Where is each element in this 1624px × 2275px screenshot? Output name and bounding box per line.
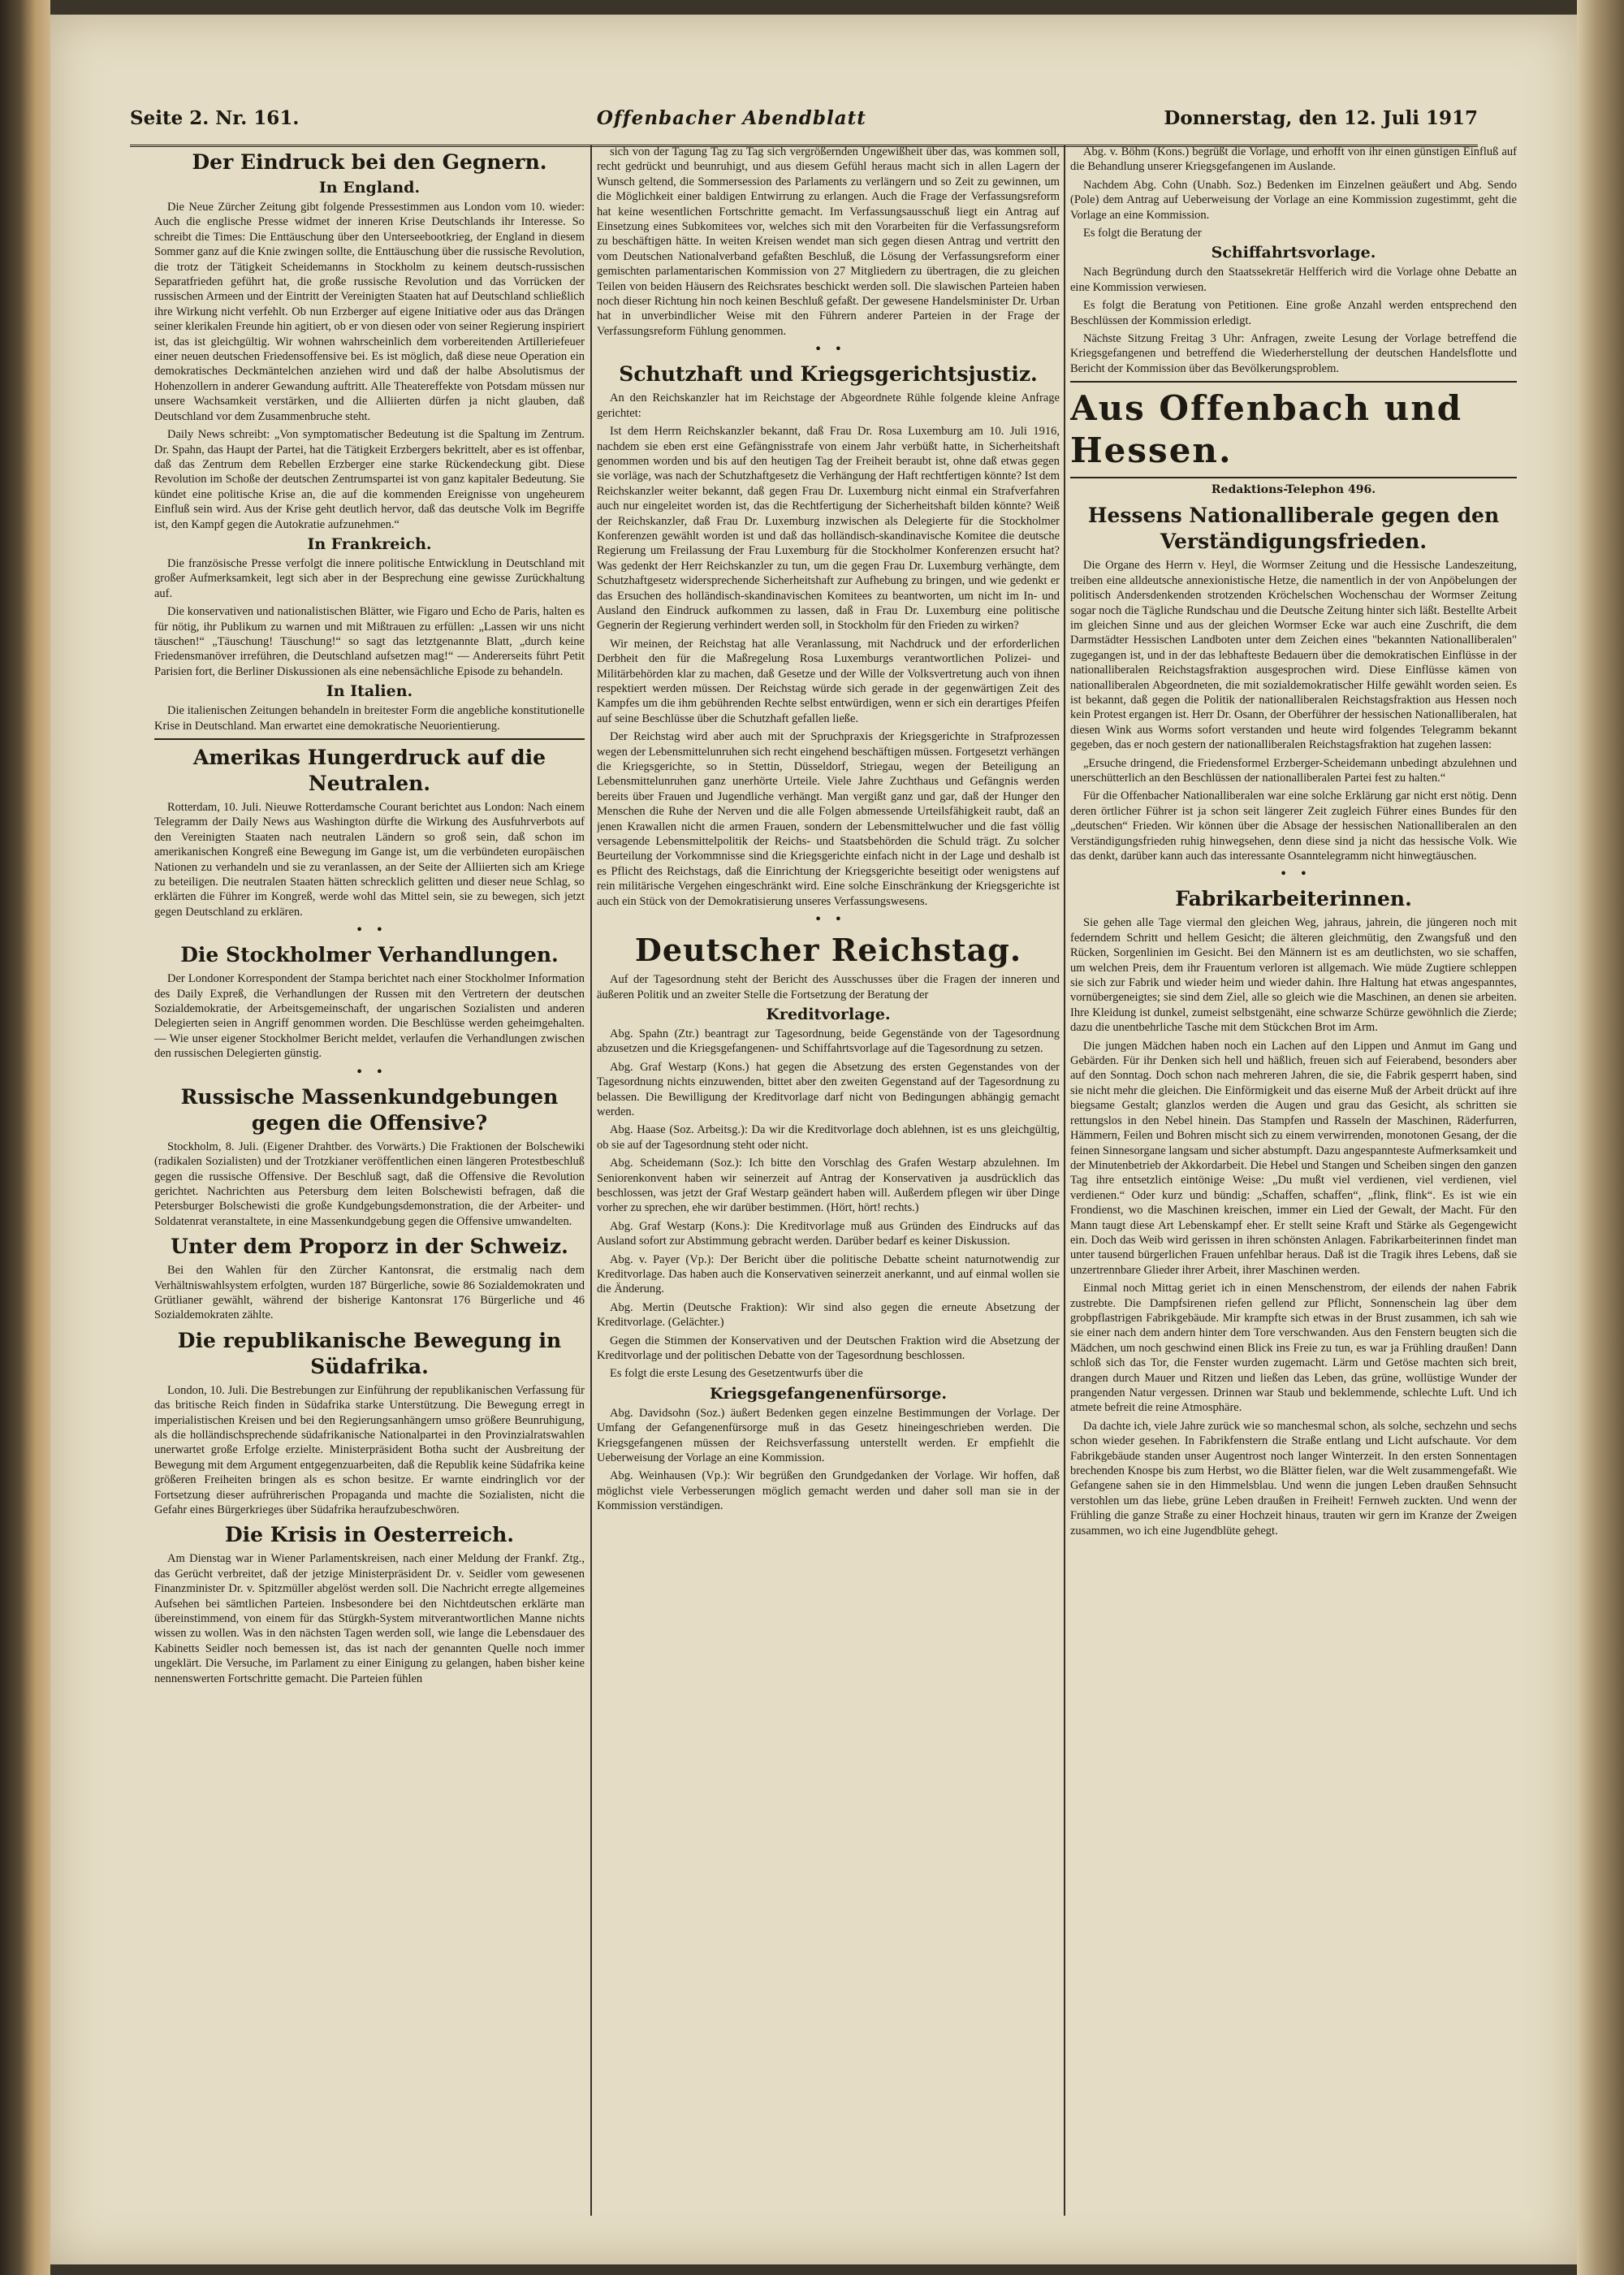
- article-text: Abg. Davidsohn (Soz.) äußert Bedenken gegen einzelne Bestimmungen der Vorlage. Der Umfang der Gefangenenfürsorge muß in das Gesetz hineingeschrieben werden. Die Kriegsgefangenen müssen der Reichsverfassung unterstellt werden. Er empfiehlt die Ueberweisung der Vorlage an eine Kommission.: [597, 1406, 1060, 1465]
- article-text: Am Dienstag war in Wiener Parlamentskreisen, nach einer Meldung der Frankf. Ztg., das Gerücht verbreitet, daß der jetzige Ministerpräsident Dr. v. Seidler vom gewesenen Finanzminister Dr. v. Spitzmüller abgelöst werden soll. Die Nachricht erregte allgemeines Aufsehen bei sämtlichen Parteien. Insbesondere bei den Nichtdeutschen erklärte man übereinstimmend, von einem für das Stürgkh-System mitverantwortlichen Manne nichts wissen zu wollen. Was in den nächsten Tagen werden soll, wie lange die Lebensdauer des Kabinetts Seidler noch bemessen ist, das ist nach der genannten Quelle noch immer ungeklärt. Die Versuche, im Parlament zu einer Einigung zu gelangen, haben bisher keine nennenswerten Fortschritte gemacht. Die Parteien fühlen: [154, 1552, 585, 1685]
- article-text: Abg. Haase (Soz. Arbeitsg.): Da wir die Kreditvorlage doch ablehnen, ist es uns gleichgültig, ob sie auf der Tagesordnung steht oder nicht.: [597, 1123, 1060, 1152]
- editorial-telephone: Redaktions-Telephon 496.: [1211, 483, 1376, 497]
- article-text: Rotterdam, 10. Juli. Nieuwe Rotterdamsche Courant berichtet aus London: Nach einem Telegramm der Daily News aus Washington dürfte die Wirkung des Ausfuhrverbots auf den Vereinigten Staaten nach neutralen Ländern so groß sein, daß schon im amerikanischen Kongreß eine Bewegung im Gange ist, um die verbündeten europäischen Nationen zu verhandeln und sie zu veranlassen, an der Seite der Alliierten sich am Kriege zu beteiligen. Die neutralen Staaten hätten schrecklich gelitten und dieser neue Schlag, so erklärten die Führer im Kongreß, werde wohl das Mittel sein, sie zu bewegen, sich jetzt gegen Deutschland zu erklären.: [154, 801, 585, 919]
- article-text: sich von der Tagung Tag zu Tag sich vergrößernden Ungewißheit über das, was kommen soll, recht gedrückt und beunruhigt, und aus diesem Gefühl heraus macht sich in allen Lagern der Wunsch geltend, die Sommersession des Parlaments zu verlängern und so Zeit zu gewinnen, um die Möglichkeit einer baldigen Entwirrung zu erlangen. Auch die Frage der Verfassungsreform hat keine wesentlichen Fortschritte gemacht. Im Verfassungsausschuß liegt ein Antrag auf Einsetzung eines Subkomitees vor, welches sich mit den Vorarbeiten für die Verfassungsreform zu beschäftigen hätte. In weiten Kreisen wendet man sich gegen diesen Antrag und vertritt den vom Deutschen Nationalverband gefaßten Beschluß, die Lösung der Verfassungsreform einer gemischten parlamentarischen Kommission von 27 Mitgliedern zu übertragen, die zu gleichen Teilen von beiden Häusern des Reichsrates beschickt werden soll. Die slawischen Parteien haben noch dieser Richtung hin noch keinen Beschluß gefaßt. Der gewesene Handelsminister Dr. Urban hat in unverbindlicher Weise mit den Führern anderer Parteien in der Frage der Verfassungsreform Fühlung genommen.: [597, 145, 1060, 338]
- newspaper-title: Offenbacher Abendblatt: [596, 106, 866, 129]
- separator-dots: • •: [1279, 866, 1308, 882]
- column-rule: [590, 145, 592, 2216]
- article-text: Sie gehen alle Tage viermal den gleichen Weg, jahraus, jahrein, die jüngeren noch mit federndem Schritt und hellem Gesicht; die älteren gleichmütig, den Zwangsfuß und den Rücken, Sorgenlinien im Gesicht. Bei den Männern ist es am deutlichsten, wo sie schaffen, um welchen Preis, dem ihr Frauentum verloren ist allgemach. Wie müde Zugtiere schleppen sie sich zur Fabrik und wieder heim und wieder dahin. Ihre Haltung hat etwas angespanntes, vornübergeneigtes; sie sind dem Ziel, alle so gleich wie die Maschinen, an denen sie arbeiten. Ihre Kleidung ist dunkel, zumeist selbstgenäht, eine schwarze Schürze gewöhnlich die Zierde; dazu die unentbehrliche Tasche mit dem Stückchen Brot im Arm.: [1070, 916, 1517, 1035]
- article-text: Für die Offenbacher Nationalliberalen war eine solche Erklärung gar nicht erst nötig. Denn deren örtlicher Führer ist ja schon seit längerer Zeit zugleich Führer eines Bundes für den „deutschen“ Frieden. Wir können über die Absage der hessischen Nationalliberalen an den Verständigungsfrieden ruhig hinwegsehen, denn diese sind ja nicht das hessische Volk. Wie das denkt, darüber kann auch das interessante Osanntelegramm nicht hinwegtäuschen.: [1070, 789, 1517, 863]
- article-text: Die italienischen Zeitungen behandeln in breitester Form die angebliche konstitutionelle Krise in Deutschland. Man erwartet eine demokratische Neuorientierung.: [154, 704, 585, 733]
- article-text: Die konservativen und nationalistischen Blätter, wie Figaro und Echo de Paris, halten es für nötig, ihr Publikum zu warnen und mit Mißtrauen zu erfüllen: „Lassen wir uns nicht täuschen!“ „Täuschung! Täuschung!“ so sagt das letztgenannte Blatt, „durch keine Friedensmanöver irreführen, die Deutschland aufsetzen mag!“ — Andererseits führt Petit Parisien fort, die Berliner Diskussionen als eine nebensächliche Episode zu behandeln.: [154, 605, 585, 678]
- article-heading: Schutzhaft und Kriegsgerichtsjustiz.: [619, 362, 1038, 387]
- article-text: Abg. v. Böhm (Kons.) begrüßt die Vorlage, und erhofft von ihr einen günstigen Einfluß auf die Behandlung unserer Kriegsgefangenen im Auslande.: [1070, 145, 1517, 174]
- article-text: Bei den Wahlen für den Zürcher Kantonsrat, die erstmalig nach dem Verhältniswahlsystem erfolgten, wurden 187 Bürgerliche, sowie 86 Sozialdemokraten und Grütlianer gewählt, während der bisherige Kantonsrat 176 Bürgerliche und 46 Sozialdemokraten zählte.: [154, 1264, 585, 1322]
- section-subheading: In Italien.: [326, 682, 413, 701]
- separator-dots: • •: [814, 341, 843, 357]
- article-text: Die französische Presse verfolgt die innere politische Entwicklung in Deutschland mit großer Aufmerksamkeit, legt sich aber in der Besprechung eine gewisse Zurückhaltung auf.: [154, 556, 585, 600]
- column-1: [154, 145, 585, 2216]
- article-text: Nächste Sitzung Freitag 3 Uhr: Anfragen, zweite Lesung der Vorlage betreffend die Kriegsgefangenen und betreffend die Wiederherstellung der deutschen Handelsflotte und Bericht der Kommission über das Bevölkerungsproblem.: [1070, 332, 1517, 375]
- article-text: Da dachte ich, viele Jahre zurück wie so manchesmal schon, als solche, sechzehn und sechs schon wieder gesehen. In Fabrikfenstern die Straße entlang und Licht aufschaute. Vor dem Fabrikgebäude standen unser Augentrost noch langer Winterzeit. In den ersten Sonnentagen brechenden Knospe bis zum Herbst, wo die Blätter fielen, war die Welt zusammengefaßt. Wie Gefangene sahen sie in den Himmelsblau. Und wenn die jungen Leben draußen Sehnsucht verstohlen um das liebe, grüne Leben draußen in Freiheit! Fernweh zuckten. Und wenn der Frühling die ganze Straße zu einer Hochzeit hinaus, trauten wir gern im Kranze der Zweigen zusammen, wo ich eine Jugendblüte gehegt.: [1070, 1419, 1517, 1538]
- article-text: Abg. Spahn (Ztr.) beantragt zur Tagesordnung, beide Gegenstände von der Tagesordnung abzusetzen und die Kriegsgefangenen- und Schiffahrtsvorlage auf die Tagesordnung zu setzen.: [597, 1027, 1060, 1056]
- masthead: [130, 97, 1478, 147]
- article-text: Daily News schreibt: „Von symptomatischer Bedeutung ist die Spaltung im Zentrum. Dr. Spahn, das Haupt der Partei, hat die Tätigkeit Erzbergers bekrittelt, aber es ist offenbar, daß das Zentrum dem Rebellen Erzberger eine starke Rückendeckung gibt. Diese Revolution im Schoße der deutschen Zentrumspartei ist von ganz kapitaler Bedeutung. Sie kündet eine politische Krise an, die auf die kommenden Ereignisse von ungeheurem Einfluß sein wird. Aus der Krise geht deutlich hervor, daß das deutsche Volk im Begriffe ist, den Kampf gegen die Autokratie aufzunehmen.“: [154, 428, 585, 531]
- article-text: Auf der Tagesordnung steht der Bericht des Ausschusses über die Fragen der inneren und äußeren Politik und an zweiter Stelle die Fortsetzung der Beratung der: [597, 973, 1060, 1001]
- article-text: Einmal noch Mittag geriet ich in einen Menschenstrom, der eilends der nahen Fabrik zustrebte. Die Dampfsirenen riefen gellend zur Pflicht, Sonnenschein lag über dem grobpflastrigen Fabrikgebäude. Mir krampfte sich etwas in der Brust zusammen, ich sah wie sie einer nach dem andern hinter dem Tore verschwanden. Aus den Fenstern beugten sich die Mädchen, um noch geschwind einen Blick ins Freie zu tun, es war ja Frühling draußen! Dann schloß sich das Tor, die Fenster wurden zugemacht. Lärm und Getöse machten sich breit, drangen durch Mauer und Ritzen und ließen das Leben, das grüne, wollüstige Wunder der prangenden Natur vergessen. Drinnen war Staub und beklemmende, schlechte Luft. Und ich atmete befreit die reine Atmosphäre.: [1070, 1282, 1517, 1415]
- article-text: London, 10. Juli. Die Bestrebungen zur Einführung der republikanischen Verfassung für das britische Reich finden in Südafrika starke Unterstützung. Die Bewegung erregt in imperialistischen Kreisen und bei den Regierungsanhängern umso größere Beunruhigung, als die holländischsprechende südafrikanische Nationalpartei in den Provinzialratswahlen unerwartet große Erfolge erzielte. Ministerpräsident Botha sucht der Ausbreitung der Bewegung mit dem Argument entgegenzuarbeiten, daß die Republik keine Südafrika keine größeren Freiheiten bringen als es schon besitze. Er warnte eindringlich vor der Fortsetzung dieser aufrührerischen Propaganda und machte die Sozialisten, nicht die Gefahr eines Bürgerkrieges über Südafrika heraufzubeschwören.: [154, 1383, 585, 1516]
- article-text: Gegen die Stimmen der Konservativen und der Deutschen Fraktion wird die Absetzung der Kreditvorlage und der politischen Debatte von der Tagesordnung beschlossen.: [597, 1334, 1060, 1363]
- column-3: [1070, 145, 1517, 2216]
- divider: [1070, 477, 1517, 478]
- article-text: Die Organe des Herrn v. Heyl, die Wormser Zeitung und die Hessische Landeszeitung, treiben eine alldeutsche annexionistische Hetze, die namentlich in der von Anpöbelungen der politisch Andersdenkenden strotzenden Kröchelschen Wochenschau der Wormser Zeitung sogar noch die Tägliche Rundschau und die Deutsche Zeitung hinter sich läßt. Bestellte Arbeit im gleichen Sinne und aus der gleichen Wormser Ecke war auch eine Zuschrift, die dem Darmstädter Hessischen Landboten unter dem Zeichen eines "bekannten Nationalliberalen" zugegangen ist, und in der das lebhafteste Bedauern über die demokratischen Einflüsse in der nationalliberalen Reichstagsfraktion ausgesprochen wird. Diese Einflüsse kämen von nationalliberalen Abgeordneten, die mit sozialdemokratischer Hilfe gewählt worden seien. Es ist bekannt, daß gegen die Politik der nationalliberalen Reichstagsfraktion aus Hessen noch kein Protest ergangen ist. Herr Dr. Osann, der Oberführer der hessischen Nationalliberalen, hat diesen Wink aus Worms sofort verstanden und heute wird folgendes Telegramm bekannt gegeben, das er noch gestern der nationalliberalen Reichstagsfraktion hat zugehen lassen:: [1070, 559, 1517, 752]
- section-subheading: In Frankreich.: [307, 534, 432, 553]
- article-text: Stockholm, 8. Juli. (Eigener Drahtber. des Vorwärts.) Die Fraktionen der Bolschewiki (radikalen Sozialisten) und der Trotzkianer veröffentlichen einen längeren Protestbeschluß gegen die russische Offensive. Der Beschluß sagt, daß die Offensive die Revolution gerichtet. Nachrichten aus Petersburg dem leiten Bolschewisti befragen, daß die Petersburger Bolschewisti die große Kundgebungsdemonstration, die der Arbeiter- und Soldatenrat veranstaltete, in eine Massenkundgebung gegen die Offensive umwandelten.: [154, 1140, 585, 1228]
- article-text: Abg. Scheidemann (Soz.): Ich bitte den Vorschlag des Grafen Westarp abzulehnen. Im Seniorenkonvent haben wir seinerzeit auf Antrag der Konservativen ja ausdrücklich das beschlossen, was jetzt der Graf Westarp geändert haben will. Außerdem pflegen wir über Dinge vorher zu sprechen, ehe wir darüber bestimmen. (Hört, hört! rechts.): [597, 1157, 1060, 1215]
- article-text: Nachdem Abg. Cohn (Unabh. Soz.) Bedenken im Einzelnen geäußert und Abg. Sendo (Pole) dem Antrag auf Ueberweisung der Vorlage an eine Kommission zugestimmt, geht die Vorlage an eine Kommission.: [1070, 178, 1517, 222]
- separator-dots: • •: [355, 922, 384, 938]
- article-text: Abg. Graf Westarp (Kons.): Die Kreditvorlage muß aus Gründen des Eindrucks auf das Ausland sofort zur Abstimmung gebracht werden. Darüber bedarf es keiner Diskussion.: [597, 1219, 1060, 1248]
- divider: [1070, 381, 1517, 383]
- article-heading: Amerikas Hungerdruck auf die Neutralen.: [192, 746, 546, 795]
- article-text: Die jungen Mädchen haben noch ein Lachen auf den Lippen und Anmut im Gang und Gebärden. Für ihr Denken sich hell und häßlich, freuen sich auf Feierabend, besonders aber auf den Sonntag. Doch schon nach mehreren Jahren, die sie, die Fabrik gesperrt haben, sind sie nicht mehr die gleichen. Die Einförmigkeit und das eiserne Muß der Arbeit drückt auf ihre biegsame Gestalt; glanzlos werden die Augen und grau das Gesicht, als schritten sie rettungslos in den Nebel hinein. Das Stampfen und Rasseln der Maschinen, Räderfurren, Hämmern, Feilen und Bohren mischt sich zu einem verwirrenden, monotonen Gesang, der die feinen Sinnesorgane langsam und sicher abstumpft. Dazu angespannteste Aufmerksamkeit und der Minutenbetrieb der Akkordarbeit. Die Hebel und Stangen und Scheiben singen den ganzen Tag ihre entsetzlich eintönige Weise: „Du mußt viel verdienen, viel verdienen, viel verdienen.“ Oder kurz und bündig: „Schaffen, schaffen“, „flink, flink“. Es ist wie ein Frondienst, wo die Maschinen kreischen, immer ein Lied der Gewalt, der Macht. Für den Mann taugt diese Art Lebenskampf eher. Er stellt seine Kraft und Stärke als Gegengewicht ein. Doch das Weib wird gerissen in ihren schönsten Anlagen. Fabrikarbeiterinnen findet man unter tausend bürgerlichen Frauen unfehlbar heraus. Daß ist die Tragik ihres Lebens, daß sie unzertrennbare Glieder ihrer Arbeit, ihrer Maschinen werden.: [1070, 1039, 1517, 1277]
- page-edge: [1577, 0, 1624, 2275]
- column-2: [597, 145, 1060, 2216]
- article-text: Abg. v. Payer (Vp.): Der Bericht über die politische Debatte scheint naturnotwendig zur Kreditvorlage. Das haben auch die Konservativen seinerzeit anerkannt, und auf einmal wollen sie die Änderung.: [597, 1252, 1060, 1296]
- article-text: Abg. Weinhausen (Vp.): Wir begrüßen den Grundgedanken der Vorlage. Wir hoffen, daß möglichst viele Verbesserungen möglich gemacht werden und daher soll man sie in der Kommission verständigen.: [597, 1469, 1060, 1513]
- article-heading: Die Krisis in Oesterreich.: [225, 1523, 514, 1547]
- section-subheading: Kreditvorlage.: [766, 1005, 891, 1023]
- article-heading: Der Eindruck bei den Gegnern.: [192, 150, 547, 174]
- article-heading: Die republikanische Bewegung in Südafrika.: [177, 1328, 562, 1378]
- article-text: Abg. Graf Westarp (Kons.) hat gegen die Absetzung des ersten Gegenstandes von der Tagesordnung nichts einzuwenden, bittet aber den zweiten Gegenstand auf der Tagesordnung zu belassen. Die Bewilligung der Kreditvorlage darf nicht von Bedingungen abhängig gemacht werden.: [597, 1060, 1060, 1118]
- article-text: Der Reichstag wird aber auch mit der Spruchpraxis der Kriegsgerichte in Strafprozessen wegen der Lebensmittelunruhen sich recht eingehend beschäftigen müssen. Fortgesetzt verhängen die Kriegsgerichte, so in Stettin, Düsseldorf, Striegau, wegen der Beteiligung an Lebensmittelunruhen ganz unerhörte Urteile. Viele Jahre Zuchthaus und Gefängnis werden bereits über Frauen und Jugendliche verhängt. Man vergißt ganz und gar, daß der Hunger den Menschen die Ruhe der Nerven und die alle Folgen abmessende Urteilsfähigkeit raubt, daß an jenen Krawallen nicht die armen Frauen, sondern der Lebensmittelwucher und die fast völlig versagende Lebensmittelpolitik der Reichs- und Staatsbehörden die Schuld trägt. Zu solcher Beurteilung der Vorkommnisse sind die Kriegsgerichte einfach nicht in der Lage und deshalb ist es Pflicht des Reichstags, daß die Einrichtung der Kriegsgerichte beseitigt oder wenigstens auf rein militärische Vergehen eingeschränkt wird. Eine solche Einschränkung der Kriegsgerichte ist auch ein Stück von der Demokratisierung unseres Verfassungswesens.: [597, 730, 1060, 908]
- article-text: Ist dem Herrn Reichskanzler bekannt, daß Frau Dr. Rosa Luxemburg am 10. Juli 1916, nachdem sie eben erst eine Gefängnisstrafe von einem Jahr verbüßt hatte, in Sicherheitshaft genommen worden und bis auf den heutigen Tag der Freiheit beraubt ist, ohne daß etwas gegen sie vorläge, was nach der Schutzhaftgesetz die Verhängung der Haft rechtfertigen könnte? Ist dem Reichskanzler weiter bekannt, daß gegen Frau Dr. Luxemburg nicht einmal ein Strafverfahren auch nur eingeleitet worden ist, das die Rechtfertigung der Sicherheitshaft bilden könnte? Weiß der Reichskanzler, daß Frau Dr. Luxemburg inzwischen als Delegierte für die Stockholmer Konferenzen gewählt worden ist und daß das holländisch-skandinavische Komitee die deutsche Regierung um Freilassung der Frau Luxemburg für die Stockholmer Konferenzen ersucht hat? Was gedenkt der Herr Reichskanzler zu tun, um die gegen Frau Dr. Luxemburg verhängte, dem Schutzhaftgesetz widersprechende Sicherheitshaft zur Aufhebung zu bringen, und wie gedenkt er das Ersuchen des holländisch-skandinavischen Komitees zu beantworten, um nicht im In- und Ausland den Eindruck aufkommen zu lassen, daß in Frau Dr. Luxemburg eine politische Gegnerin der Regierung verhindert werden soll, in Stockholm für den Frieden zu wirken?: [597, 425, 1060, 633]
- section-subheading: In England.: [318, 179, 421, 197]
- article-text: Abg. Mertin (Deutsche Fraktion): Wir sind also gegen die erneute Absetzung der Kreditvorlage. (Gelächter.): [597, 1300, 1060, 1330]
- article-text: Wir meinen, der Reichstag hat alle Veranlassung, mit Nachdruck und der erforderlichen Derbheit den für die Maßregelung Rosa Luxemburgs verantwortlichen Polizei- und Militärbehörden klar zu machen, daß Gesetze und der Wille der Volksvertretung auch von ihnen respektiert werden müssen. Der Reichstag würde sich gerade in der gegenwärtigen Zeit des Kampfes um die ihm gebührenden Rechte selbst entwürdigen, wenn er sich ein derartiges Pfeifen auf seine Beschlüsse über die Schutzhaft gefallen ließe.: [597, 637, 1060, 725]
- article-text: Es folgt die Beratung von Petitionen. Eine große Anzahl werden entsprechend den Beschlüssen der Kommission erledigt.: [1070, 299, 1517, 327]
- article-text: Die Neue Zürcher Zeitung gibt folgende Pressestimmen aus London vom 10. wieder: Auch die englische Presse widmet der inneren Krise Deutschlands ihr Interesse. So schreibt die Times: Die Enttäuschung über den Unterseebootkrieg, der England in diesem Sommer ganz auf die Knie zwingen sollte, die Enttäuschung über die russische Revolution, die trotz der Tätigkeit Scheidemanns in Stockholm zu keinem deutsch-russischen Separatfrieden geführt hat, die große russische Revolution und das Vorrücken der russischen Armeen und der Eintritt der Vereinigten Staaten hat auf Deutschland schließlich ihre Wirkung nicht verfehlt. Ob nun Erzberger auf eigene Initiative oder aus das Drängen seiner klerikalen Freunde hin agitiert, ob er von diesen oder von seiner Regierung inspiriert ist, das ist gleichgültig. Wir wohnen wahrscheinlich dem vorbereitenden Artilleriefeuer einer neuen deutschen Friedensoffensive bei. Es ist möglich, daß diese neue Operation ein demokratisches Deckmäntelchen anziehen wird und daß der halbe Absolutismus der Hohenzollern in anderer Gewandung auftritt. Alle Theatereffekte von Potsdam müssen nur unsere Wachsamkeit verstärken, und die Alliierten dürfen ja nicht glauben, daß Deutschland vor dem Zusammenbruche steht.: [154, 201, 585, 423]
- separator-dots: • •: [814, 911, 843, 928]
- article-heading: Russische Massenkundgebungen gegen die Offensive?: [180, 1084, 559, 1135]
- article-text: Der Londoner Korrespondent der Stampa berichtet nach einer Stockholmer Information des Daily Expreß, die Verhandlungen der Russen mit den Vertretern der deutschen Sozialdemokratie, der Arbeitsgemeinschaft, der ungarischen Sozialisten und anderen Delegierten seien in Angriff genommen worden. Die Beschlüsse werden geheimgehalten. — Wie unser eigener Stockholmer Bericht meldet, verlaufen die Verhandlungen zwischen den russischen Delegierten günstig.: [154, 972, 585, 1061]
- section-masthead: Aus Offenbach und Hessen.: [1070, 388, 1463, 471]
- separator-dots: • •: [355, 1063, 384, 1079]
- page-number: Seite 2. Nr. 161.: [130, 106, 300, 129]
- book-binding: [0, 0, 50, 2275]
- column-rule: [1064, 145, 1065, 2216]
- article-text: Es folgt die erste Lesung des Gesetzentwurfs über die: [610, 1367, 863, 1381]
- article-heading: Deutscher Reichstag.: [634, 932, 1022, 969]
- article-text: Nach Begründung durch den Staatssekretär Helfferich wird die Vorlage ohne Debatte an eine Kommission verwiesen.: [1070, 266, 1517, 294]
- section-subheading: Schiffahrtsvorlage.: [1211, 244, 1376, 262]
- article-heading: Fabrikarbeiterinnen.: [1175, 887, 1412, 911]
- article-text: Es folgt die Beratung der: [1083, 227, 1202, 240]
- issue-date: Donnerstag, den 12. Juli 1917: [1164, 106, 1478, 129]
- section-subheading: Kriegsgefangenenfürsorge.: [710, 1384, 947, 1403]
- article-heading: Unter dem Proporz in der Schweiz.: [171, 1235, 568, 1259]
- article-heading: Hessens Nationalliberale gegen den Verständigungsfrieden.: [1087, 504, 1500, 554]
- divider: [154, 738, 585, 740]
- article-text: An den Reichskanzler hat im Reichstage der Abgeordnete Rühle folgende kleine Anfrage gerichtet:: [597, 391, 1060, 420]
- article-heading: Die Stockholmer Verhandlungen.: [180, 943, 559, 967]
- article-text: „Ersuche dringend, die Friedensformel Erzberger-Scheidemann unbedingt abzulehnen und unerschütterlich an den Beschlüssen der nationalliberalen Partei fest zu halten.“: [1070, 756, 1517, 785]
